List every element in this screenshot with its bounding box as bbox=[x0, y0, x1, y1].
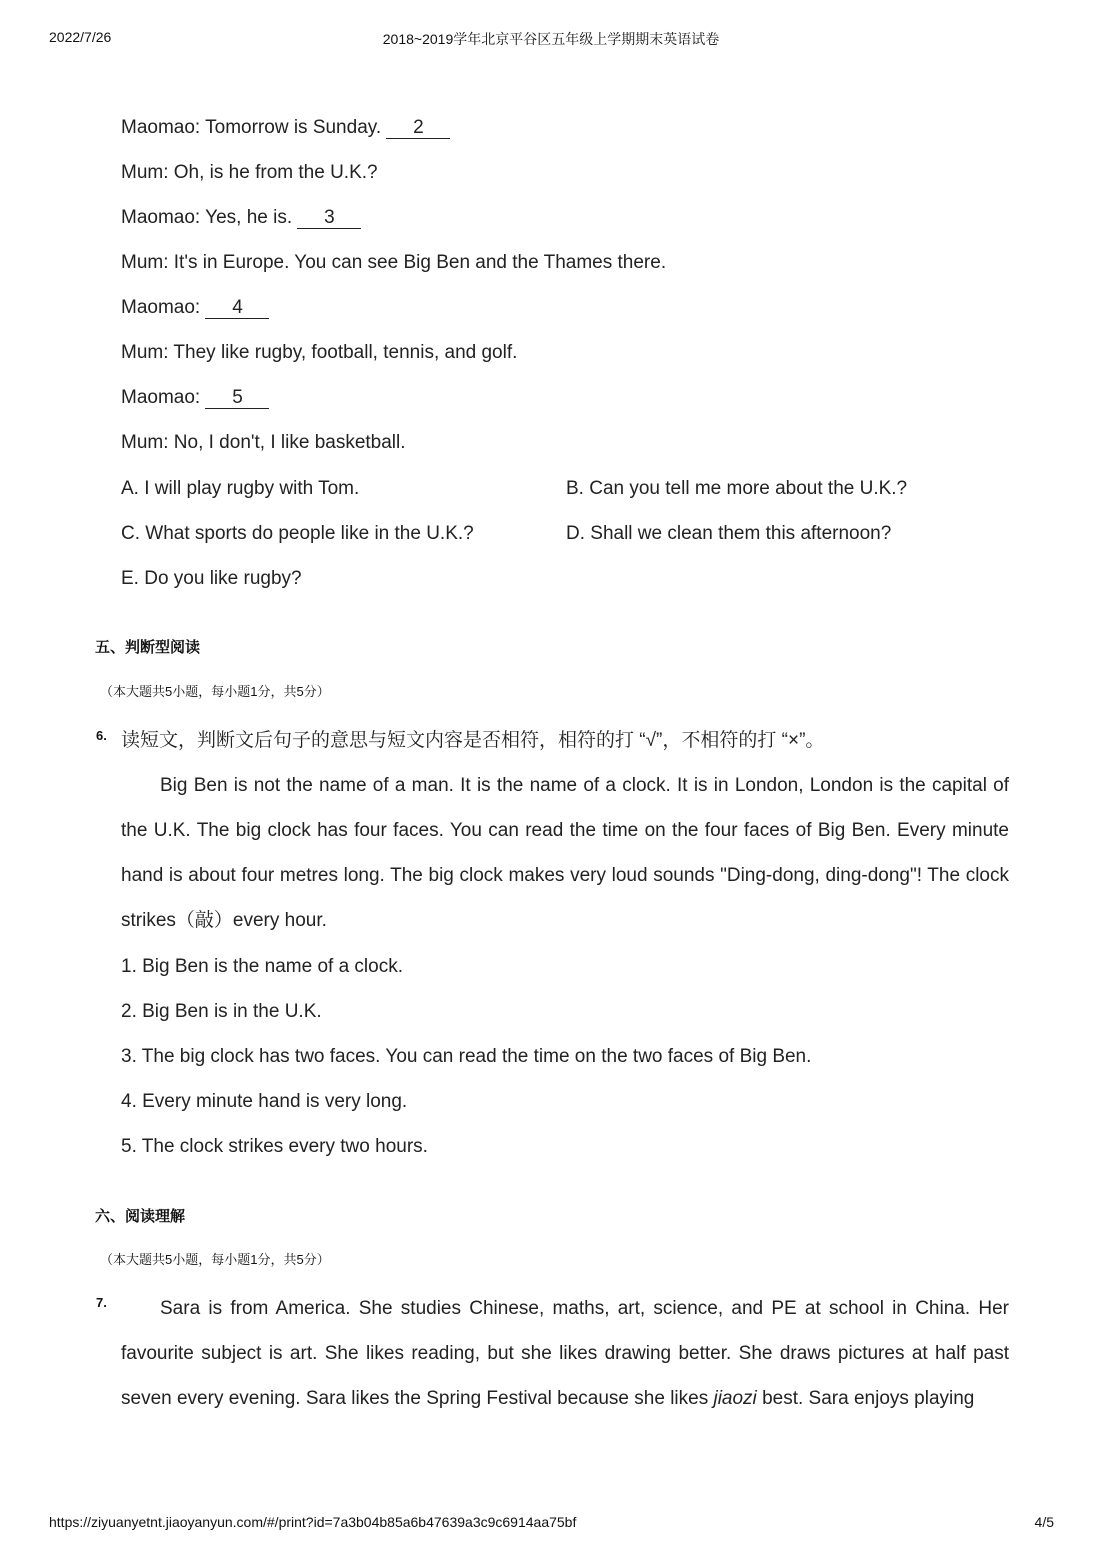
dialogue-line bbox=[121, 251, 666, 275]
option-e: E. Do you like rugby? bbox=[121, 568, 302, 589]
section-note: （本大题共5小题，每小题1分，共5分） bbox=[100, 684, 330, 699]
option-c: C. What sports do people like in the U.K.? bbox=[121, 523, 474, 544]
passage-text: Big Ben is not the name of a man. It is the name of a clock. It is in London, London is the capital of the U.K. The big clock has four faces. You can read the time on the four faces of Big Ben. Every minute hand is about four metres long. The big clock makes very loud sounds "Ding-dong, ding-dong"! The clock strikes（敲）every hour. bbox=[121, 775, 1009, 931]
section-note: （本大题共5小题，每小题1分，共5分） bbox=[100, 1252, 330, 1267]
dialogue-line bbox=[121, 431, 406, 455]
dialogue-text: Mum: Oh, is he from the U.K.? bbox=[121, 162, 378, 183]
dialogue-line bbox=[121, 161, 378, 185]
dialogue-text: Maomao: bbox=[121, 297, 201, 318]
reading-passage bbox=[121, 1286, 1009, 1421]
dialogue-text: Maomao: Yes, he is. bbox=[121, 207, 293, 228]
print-date: 2022/7/26 bbox=[49, 29, 112, 45]
passage-text-end: best. Sara enjoys playing bbox=[756, 1388, 975, 1409]
dialogue-line bbox=[121, 116, 450, 140]
answer-blank: 4 bbox=[205, 298, 269, 319]
dialogue-text: Mum: They like rugby, football, tennis, and golf. bbox=[121, 342, 518, 363]
section-title: 五、判断型阅读 bbox=[95, 639, 201, 656]
page-url: https://ziyuanyetnt.jiaoyanyun.com/#/print?id=7a3b04b85a6b47639a3c9c6914aa75bf bbox=[49, 1514, 577, 1530]
question-instruction: 读短文，判断文后句子的意思与短文内容是否相符，相符的打 “√”，不相符的打 “×”。 bbox=[121, 730, 825, 751]
answer-blank: 2 bbox=[386, 118, 450, 139]
dialogue-line bbox=[121, 341, 517, 365]
option-b: B. Can you tell me more about the U.K.? bbox=[566, 478, 908, 499]
dialogue-line bbox=[121, 296, 269, 320]
answer-blank: 3 bbox=[297, 208, 361, 229]
dialogue-text: Mum: It's in Europe. You can see Big Ben and the Thames there. bbox=[121, 252, 667, 273]
dialogue-text: Maomao: bbox=[121, 387, 201, 408]
statement-item: 2. Big Ben is in the U.K. bbox=[121, 1001, 322, 1022]
statement-item: 5. The clock strikes every two hours. bbox=[121, 1136, 428, 1157]
passage-italic-word: jiaozi bbox=[713, 1388, 757, 1409]
option-a: A. I will play rugby with Tom. bbox=[121, 478, 360, 499]
statement-item: 3. The big clock has two faces. You can read the time on the two faces of Big Ben. bbox=[121, 1046, 812, 1067]
option-d: D. Shall we clean them this afternoon? bbox=[566, 523, 892, 544]
passage-text bbox=[121, 1286, 1009, 1421]
statement-item: 1. Big Ben is the name of a clock. bbox=[121, 956, 403, 977]
dialogue-text: Mum: No, I don't, I like basketball. bbox=[121, 432, 406, 453]
question-number: 7. bbox=[96, 1295, 107, 1310]
document-title: 2018~2019学年北京平谷区五年级上学期期末英语试卷 bbox=[382, 31, 720, 47]
section-title: 六、阅读理解 bbox=[95, 1208, 186, 1225]
statement-item: 4. Every minute hand is very long. bbox=[121, 1091, 408, 1112]
question-number: 6. bbox=[96, 728, 107, 743]
page-number: 4/5 bbox=[1034, 1514, 1054, 1530]
passage-text-start: Sara is from America. She studies Chinese, maths, art, science, and PE at school in China. Her favourite subject is art. She likes reading, but she likes drawing better. She draws pictures at half past seven every evening. Sara likes the Spring Festival because she likes bbox=[121, 1298, 1009, 1409]
dialogue-line bbox=[121, 386, 269, 410]
answer-blank: 5 bbox=[205, 388, 269, 409]
dialogue-text: Maomao: Tomorrow is Sunday. bbox=[121, 117, 382, 138]
dialogue-line bbox=[121, 206, 361, 230]
reading-passage bbox=[121, 763, 1009, 943]
